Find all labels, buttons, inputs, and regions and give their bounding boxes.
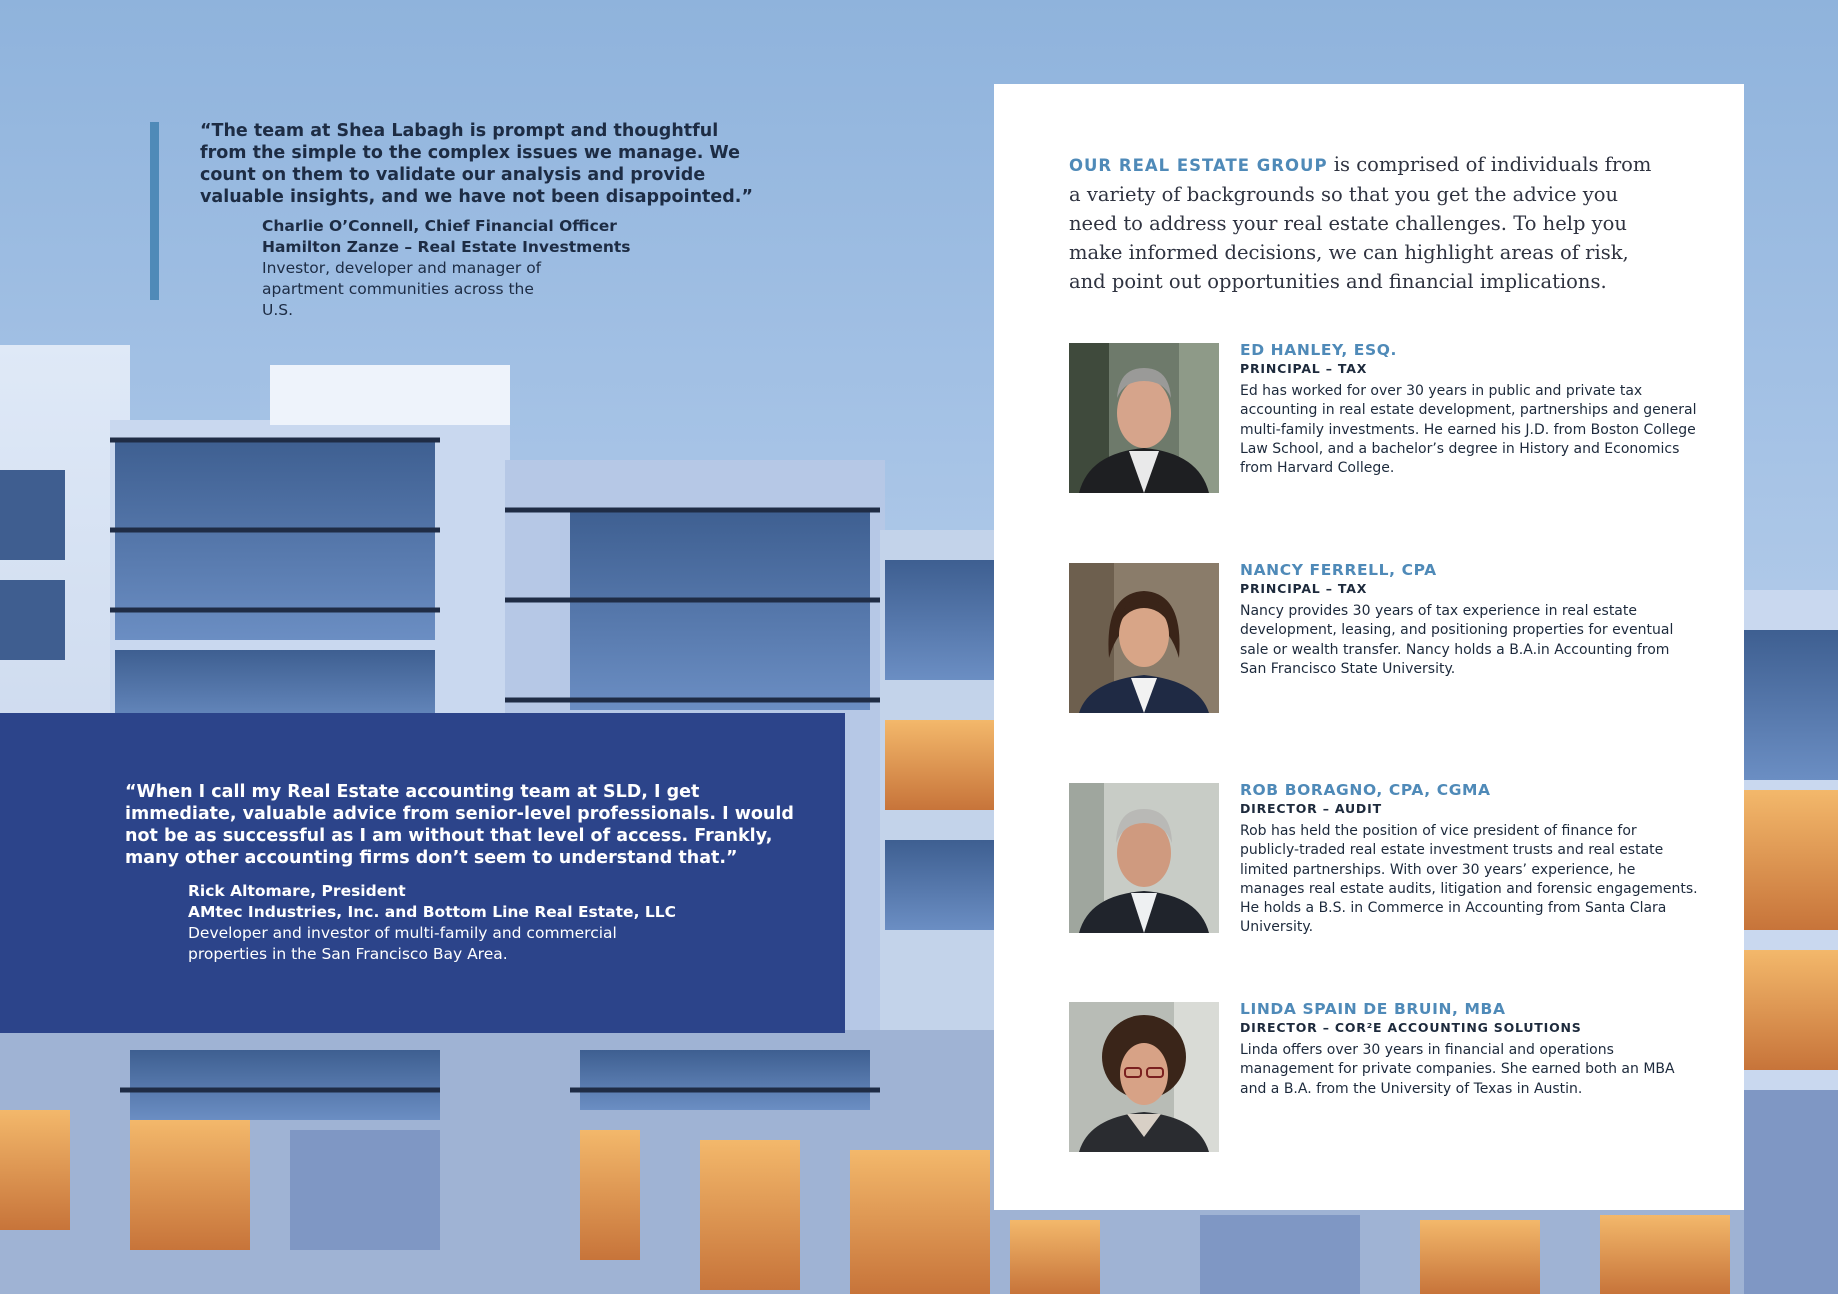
testimonial-box-attribution xyxy=(188,881,788,965)
team-member xyxy=(1069,1002,1709,1162)
testimonial-top-description: Investor, developer and manager of apartment communities across the U.S. xyxy=(262,259,542,319)
testimonial-box-name: Rick Altomare, President xyxy=(188,882,406,900)
intro-paragraph xyxy=(1069,150,1669,296)
testimonial-top-company: Hamilton Zanze – Real Estate Investments xyxy=(262,238,631,256)
testimonial-box xyxy=(0,713,845,1033)
member-name: LINDA SPAIN DE BRUIN, MBA xyxy=(1240,1000,1506,1018)
testimonial-top-name: Charlie O’Connell, Chief Financial Officer xyxy=(262,217,617,235)
member-title: DIRECTOR – AUDIT xyxy=(1240,801,1382,816)
team-member xyxy=(1069,563,1709,723)
testimonial-top-attribution xyxy=(262,216,770,321)
testimonial-box-quote: “When I call my Real Estate accounting team at SLD, I get immediate, valuable advice from senior-level professionals. I would not be as successful as I am without that level of access. Frankly, many other accounting firms don’t seem to understand that.” xyxy=(125,782,794,868)
member-title: PRINCIPAL – TAX xyxy=(1240,581,1368,596)
portrait-photo xyxy=(1069,563,1219,713)
team-panel xyxy=(994,84,1744,1210)
member-bio: Linda offers over 30 years in financial and operations management for private companies. She earned both an MBA and a B.A. from the University of Texas in Austin. xyxy=(1240,1042,1675,1097)
member-name: ED HANLEY, ESQ. xyxy=(1240,341,1398,359)
testimonial-top xyxy=(150,120,770,321)
intro-body: is comprised of individuals from a variety of backgrounds so that you get the advice you need to address your real estate challenges. To help you make informed decisions, we can highlight areas of risk, and point out opportunities and financial implications. xyxy=(1069,153,1652,293)
member-title: PRINCIPAL – TAX xyxy=(1240,361,1368,376)
portrait-photo xyxy=(1069,1002,1219,1152)
quote-accent-bar xyxy=(150,122,159,300)
intro-lead: OUR REAL ESTATE GROUP xyxy=(1069,156,1328,175)
portrait-photo xyxy=(1069,783,1219,933)
testimonial-box-company: AMtec Industries, Inc. and Bottom Line Real Estate, LLC xyxy=(188,903,676,921)
member-bio: Ed has worked for over 30 years in public and private tax accounting in real estate development, partnerships and general multi-family investments. He earned his J.D. from Boston College Law School, and a bachelor’s degree in History and Economics from Harvard College. xyxy=(1240,383,1697,477)
testimonial-box-description: Developer and investor of multi-family and commercial properties in the San Francisco Bay Area. xyxy=(188,924,617,963)
member-bio: Rob has held the position of vice president of finance for publicly-traded real estate investment trusts and real estate limited partnerships. With over 30 years’ experience, he manages real estate audits, litigation and forensic engagements. He holds a B.S. in Commerce in Accounting from Santa Clara University. xyxy=(1240,823,1698,936)
portrait-photo xyxy=(1069,343,1219,493)
team-member xyxy=(1069,343,1709,503)
member-title: DIRECTOR – COR²E ACCOUNTING SOLUTIONS xyxy=(1240,1020,1582,1035)
member-name: NANCY FERRELL, CPA xyxy=(1240,561,1437,579)
member-bio: Nancy provides 30 years of tax experience in real estate development, leasing, and positioning properties for eventual sale or wealth transfer. Nancy holds a B.A.in Accounting from San Francisco State University. xyxy=(1240,603,1674,677)
member-name: ROB BORAGNO, CPA, CGMA xyxy=(1240,781,1491,799)
testimonial-top-quote: “The team at Shea Labagh is prompt and thoughtful from the simple to the complex issues we manage. We count on them to validate our analysis and provide valuable insights, and we have not been disappointed.” xyxy=(200,121,753,207)
team-member xyxy=(1069,783,1709,943)
